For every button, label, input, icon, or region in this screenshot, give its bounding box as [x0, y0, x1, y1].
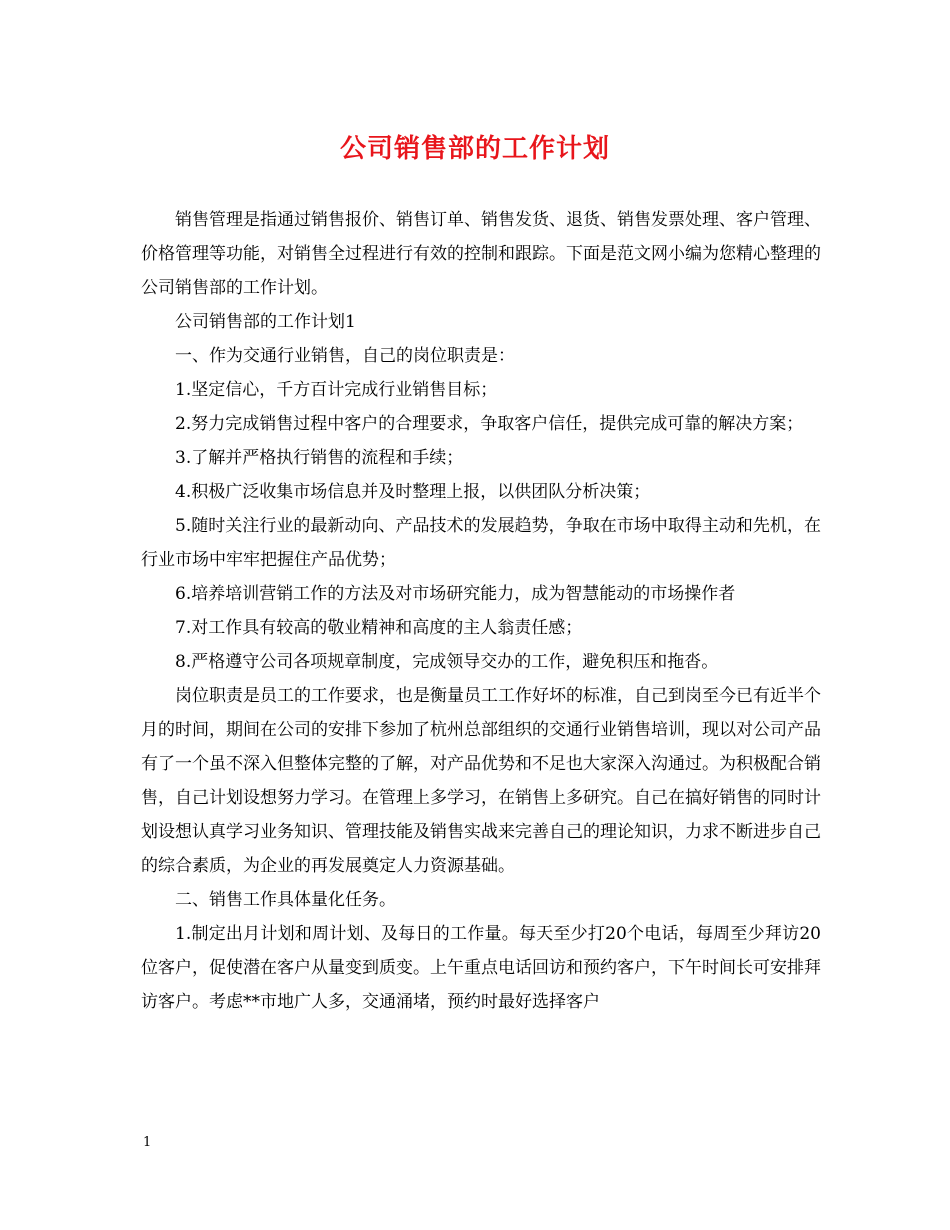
paragraph-section-two: 二、销售工作具体量化任务。 [175, 890, 396, 910]
paragraph-item-5: 5.随时关注行业的最新动向、产品技术的发展趋势，争取在市场中取得主动和先机，在行业市场中牢牢把握住产品优势； [141, 516, 821, 570]
page-number: 1 [143, 1135, 152, 1150]
paragraph-item-7: 7.对工作具有较高的敬业精神和高度的主人翁责任感； [175, 618, 583, 638]
document-title: 公司销售部的工作计划 [339, 134, 610, 164]
paragraph-item-3: 3.了解并严格执行销售的流程和手续； [175, 448, 464, 468]
document-body [141, 203, 821, 1019]
paragraph-item-1: 1.坚定信心，千方百计完成行业销售目标； [175, 380, 498, 400]
paragraph-item-6: 6.培养培训营销工作的方法及对市场研究能力，成为智慧能动的市场操作者 [175, 584, 736, 604]
paragraph-duties-summary: 岗位职责是员工的工作要求，也是衡量员工工作好坏的标准，自己到岗至今已有近半个月的时间，期间在公司的安排下参加了杭州总部组织的交通行业销售培训，现以对公司产品有了一个虽不深入但整体完整的了解，对产品优势和不足也大家深入沟通过。为积极配合销售，自己计划设想努力学习。在管理上多学习，在销售上多研究。自己在搞好销售的同时计划设想认真学习业务知识、管理技能及销售实战来完善自己的理论知识，力求不断进步自己的综合素质，为企业的再发展奠定人力资源基础。 [141, 686, 821, 876]
paragraph-intro: 销售管理是指通过销售报价、销售订单、销售发货、退货、销售发票处理、客户管理、价格管理等功能，对销售全过程进行有效的控制和跟踪。下面是范文网小编为您精心整理的公司销售部的工作计划。 [141, 210, 821, 298]
paragraph-item-8: 8.严格遵守公司各项规章制度，完成领导交办的工作，避免积压和拖沓。 [175, 652, 719, 672]
paragraph-item-4: 4.积极广泛收集市场信息并及时整理上报，以供团队分析决策； [175, 482, 651, 502]
paragraph-task-1: 1.制定出月计划和周计划、及每日的工作量。每天至少打20个电话，每周至少拜访20位客户，促使潜在客户从量变到质变。上午重点电话回访和预约客户，下午时间长可安排拜访客户。考虑**市地广人多，交通涌堵，预约时最好选择客户 [141, 924, 821, 1012]
paragraph-item-2: 2.努力完成销售过程中客户的合理要求，争取客户信任，提供完成可靠的解决方案； [175, 414, 804, 434]
paragraph-plan-heading: 公司销售部的工作计划1 [175, 312, 356, 332]
paragraph-section-one: 一、作为交通行业销售，自己的岗位职责是： [175, 346, 515, 366]
